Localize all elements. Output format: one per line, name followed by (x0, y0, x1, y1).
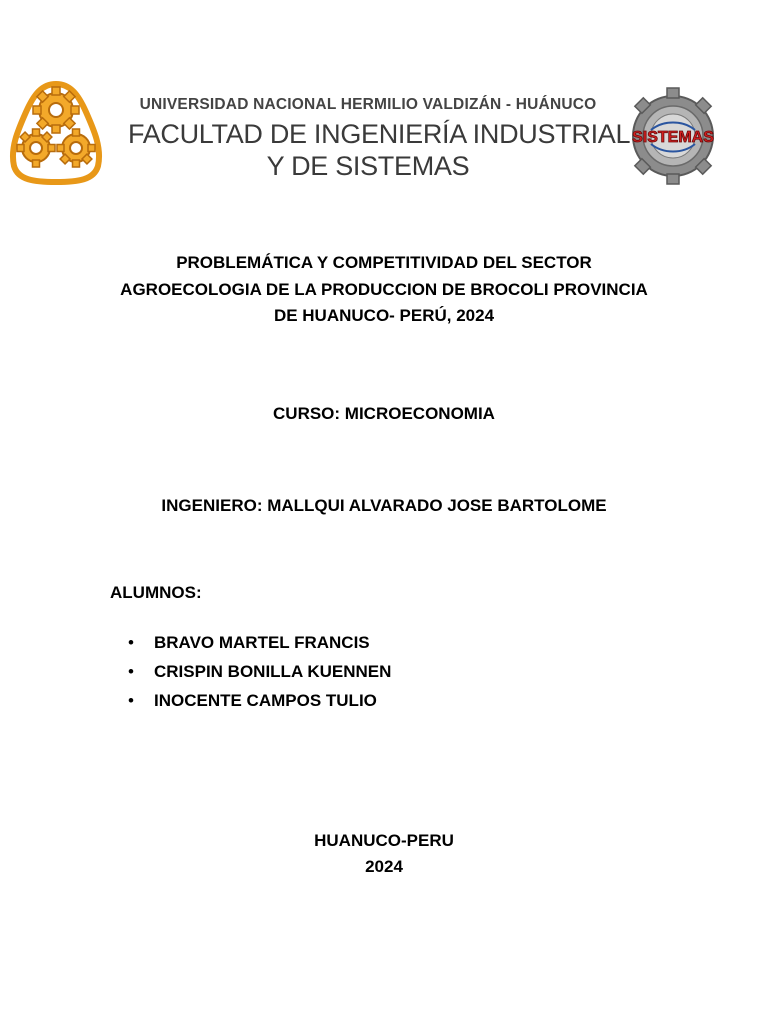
sistemas-gear-logo-icon (616, 86, 730, 186)
footer-year: 2024 (365, 857, 403, 876)
footer-place: HUANUCO-PERU (314, 831, 454, 850)
bullet-icon: • (128, 691, 134, 710)
students-list (128, 628, 391, 715)
title-line-1: PROBLEMÁTICA Y COMPETITIVIDAD DEL SECTOR (176, 253, 592, 272)
university-name: UNIVERSIDAD NACIONAL HERMILIO VALDIZÁN - HUÁNUCO (139, 96, 597, 113)
faculty-name-line1: FACULTAD DE INGENIERÍA INDUSTRIAL (128, 119, 631, 149)
students-label: ALUMNOS: (110, 583, 202, 602)
header-title-block (128, 94, 631, 182)
student-name: BRAVO MARTEL FRANCIS (154, 633, 370, 652)
document-title (84, 250, 684, 330)
course-line: CURSO: MICROECONOMIA (273, 404, 495, 423)
list-item (128, 628, 391, 657)
list-item (128, 686, 391, 715)
title-line-3: DE HUANUCO- PERÚ, 2024 (273, 306, 495, 325)
bullet-icon: • (128, 633, 134, 652)
sistemas-logo-text: SISTEMAS (632, 129, 714, 146)
engineer-line: INGENIERO: MALLQUI ALVARADO JOSE BARTOLOME (161, 496, 607, 515)
title-line-2: AGROECOLOGIA DE LA PRODUCCION DE BROCOLI PROVINCIA (120, 279, 648, 299)
student-name: INOCENTE CAMPOS TULIO (154, 691, 377, 710)
list-item (128, 657, 391, 686)
bullet-icon: • (128, 662, 134, 681)
faculty-name-line2: Y DE SISTEMAS (266, 151, 470, 181)
student-name: CRISPIN BONILLA KUENNEN (154, 662, 392, 681)
industrial-gears-logo-icon (8, 78, 104, 186)
